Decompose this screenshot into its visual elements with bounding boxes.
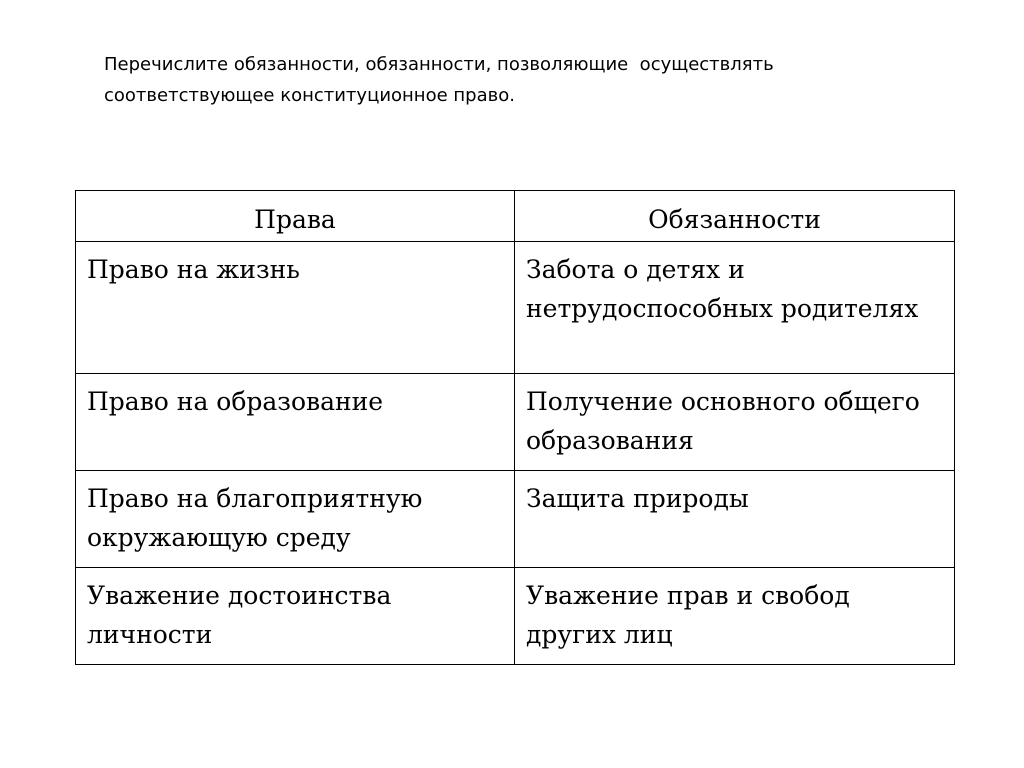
right-cell: Уважение достоинства личности [76, 568, 515, 665]
right-cell: Право на жизнь [76, 242, 515, 374]
table-row [76, 242, 955, 374]
question-heading [104, 49, 964, 111]
rights-duties-table [75, 190, 955, 665]
table-row [76, 374, 955, 471]
question-line-2: соответствующее конституционное право. [104, 85, 515, 106]
right-cell: Право на благоприятную окружающую среду [76, 471, 515, 568]
duty-cell: Получение основного общего образования [515, 374, 955, 471]
table-header-row [76, 191, 955, 242]
header-rights: Права [76, 191, 515, 242]
table-row [76, 568, 955, 665]
duty-cell: Уважение прав и свобод других лиц [515, 568, 955, 665]
header-duties: Обязанности [515, 191, 955, 242]
duty-cell: Защита природы [515, 471, 955, 568]
rights-duties-table-container [75, 190, 954, 665]
right-cell: Право на образование [76, 374, 515, 471]
table-row [76, 471, 955, 568]
duty-cell: Забота о детях и нетрудоспособных родителях [515, 242, 955, 374]
question-line-1: Перечислите обязанности, обязанности, позволяющие осуществлять [104, 54, 774, 75]
